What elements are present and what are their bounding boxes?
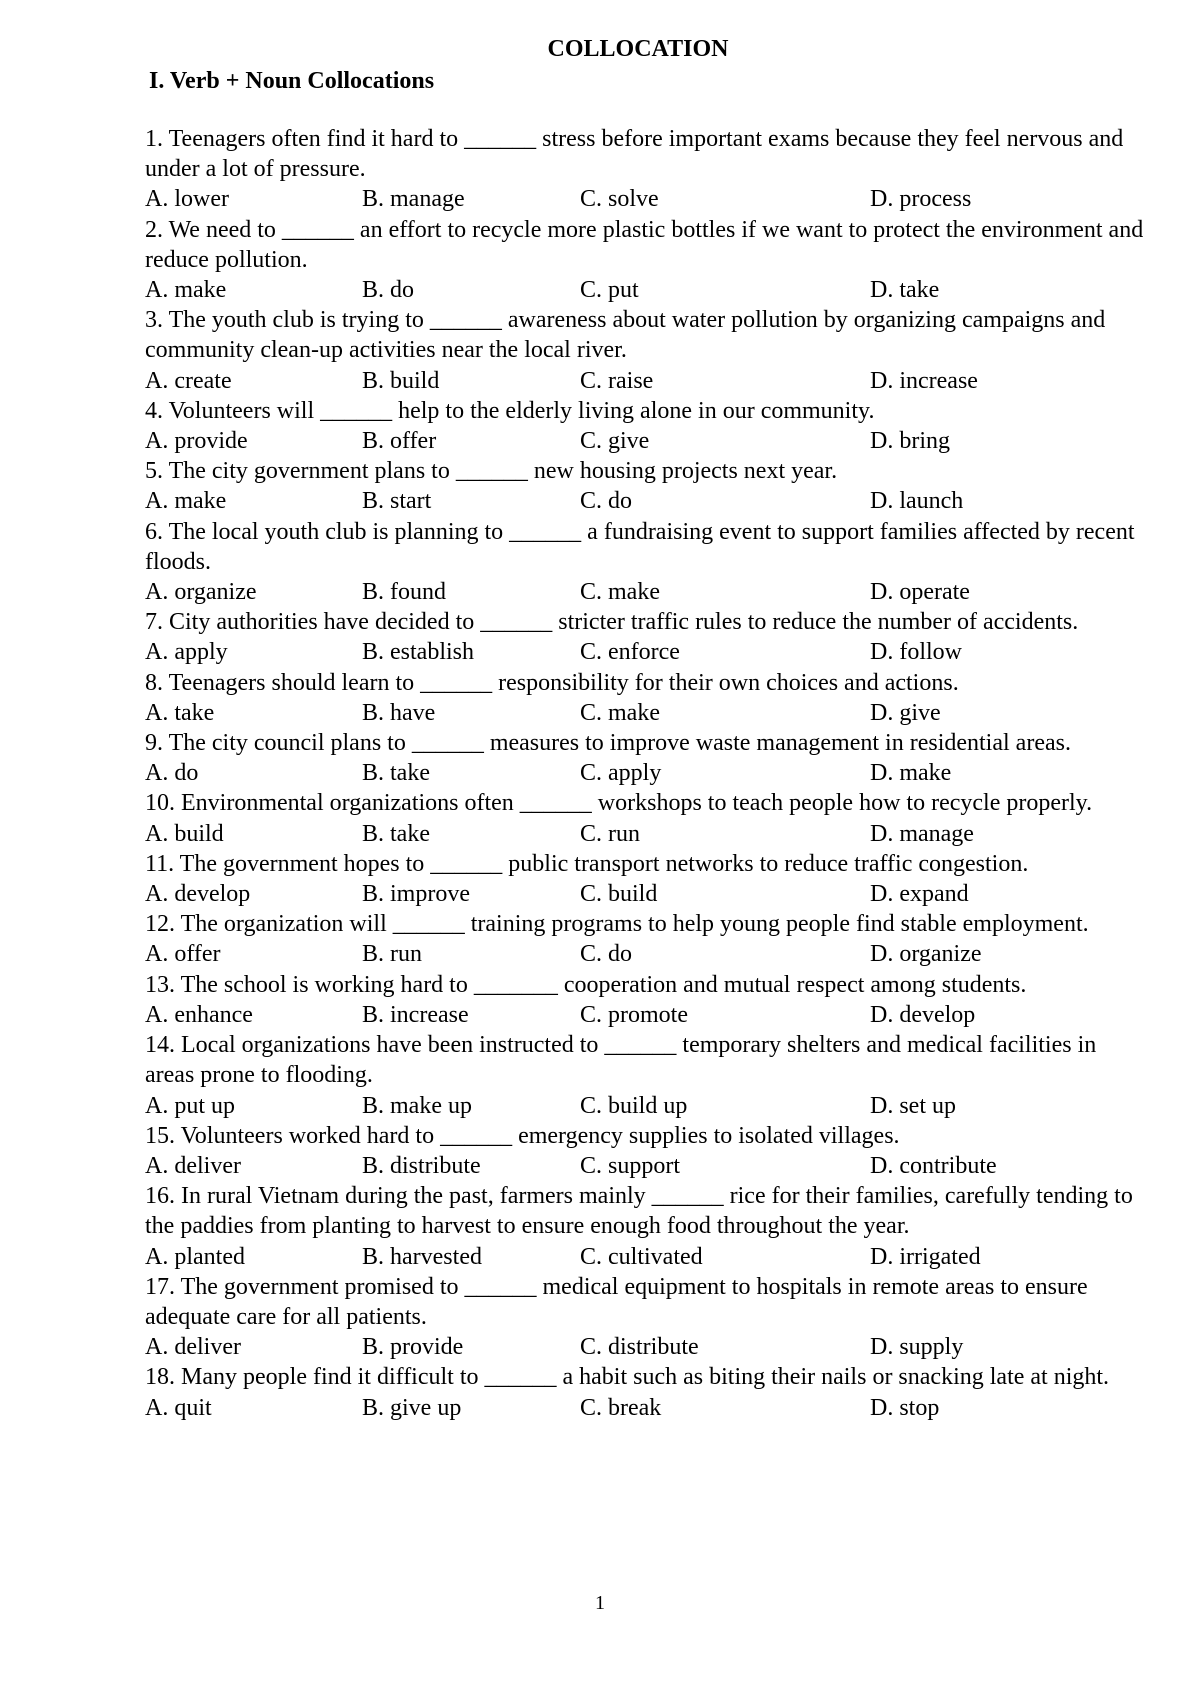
answer-option-a: A. quit — [145, 1394, 212, 1421]
answer-option-a: A. provide — [145, 428, 248, 455]
answer-option-d: D. take — [870, 277, 940, 304]
answer-option-c: C. run — [580, 820, 640, 847]
answer-option-c: C. put — [580, 277, 639, 304]
question-item — [145, 456, 1145, 516]
answer-option-a: A. take — [145, 699, 215, 726]
answer-option-b: B. take — [362, 760, 430, 787]
answer-option-a: A. organize — [145, 579, 257, 606]
question-stem: 13. The school is working hard to _______ cooperation and mutual respect among students. — [145, 971, 1027, 998]
question-stem: 2. We need to ______ an effort to recycle more plastic bottles if we want to protect the environment and reduce pollution. — [145, 216, 1144, 273]
answer-option-c: C. build — [580, 881, 658, 908]
question-item — [145, 788, 1145, 848]
answer-option-b: B. harvested — [362, 1243, 482, 1270]
answer-option-a: A. deliver — [145, 1334, 241, 1361]
answer-option-b: B. do — [362, 277, 415, 304]
answer-option-a: A. do — [145, 760, 199, 787]
answer-option-a: A. put up — [145, 1092, 235, 1119]
question-stem: 15. Volunteers worked hard to ______ emergency supplies to isolated villages. — [145, 1122, 900, 1149]
question-item — [145, 1272, 1145, 1363]
answer-option-d: D. make — [870, 760, 952, 787]
question-stem: 4. Volunteers will ______ help to the elderly living alone in our community. — [145, 397, 875, 424]
question-item — [145, 1181, 1145, 1272]
question-stem: 14. Local organizations have been instructed to ______ temporary shelters and medical facilities in areas prone to flooding. — [145, 1032, 1097, 1089]
answer-option-b: B. give up — [362, 1394, 462, 1421]
answer-option-b: B. make up — [362, 1092, 472, 1119]
answer-options — [145, 1393, 1145, 1423]
answer-option-c: C. cultivated — [580, 1243, 703, 1270]
answer-option-a: A. build — [145, 820, 224, 847]
answer-option-c: C. apply — [580, 760, 662, 787]
question-stem: 16. In rural Vietnam during the past, farmers mainly ______ rice for their families, carefully tending to the paddies from planting to harvest to ensure enough food throughout the year. — [145, 1183, 1133, 1240]
answer-option-d: D. manage — [870, 820, 974, 847]
question-list — [145, 124, 1145, 1423]
answer-option-c: C. distribute — [580, 1334, 699, 1361]
answer-options — [145, 1332, 1145, 1362]
answer-option-c: C. solve — [580, 186, 659, 213]
answer-option-c: C. enforce — [580, 639, 680, 666]
answer-option-b: B. take — [362, 820, 430, 847]
answer-option-a: A. make — [145, 488, 227, 515]
question-stem: 9. The city council plans to ______ measures to improve waste management in residential areas. — [145, 730, 1071, 757]
question-stem: 8. Teenagers should learn to ______ responsibility for their own choices and actions. — [145, 669, 959, 696]
answer-option-c: C. do — [580, 941, 633, 968]
answer-option-d: D. increase — [870, 367, 978, 394]
answer-option-a: A. planted — [145, 1243, 245, 1270]
question-item — [145, 1030, 1145, 1121]
question-item — [145, 970, 1145, 1030]
answer-option-d: D. contribute — [870, 1152, 997, 1179]
answer-option-a: A. enhance — [145, 1001, 253, 1028]
document-title: COLLOCATION — [547, 36, 729, 62]
answer-option-c: C. raise — [580, 367, 654, 394]
page-number: 1 — [595, 1592, 605, 1614]
answer-option-d: D. develop — [870, 1001, 976, 1028]
answer-option-c: C. support — [580, 1152, 681, 1179]
answer-option-b: B. have — [362, 699, 436, 726]
question-stem: 18. Many people find it difficult to ______ a habit such as biting their nails or snacking late at night. — [145, 1364, 1110, 1391]
question-item — [145, 909, 1145, 969]
answer-options — [145, 577, 1145, 607]
answer-option-b: B. offer — [362, 428, 437, 455]
answer-option-a: A. develop — [145, 881, 251, 908]
answer-option-c: C. make — [580, 579, 660, 606]
question-item — [145, 1362, 1145, 1422]
answer-option-b: B. distribute — [362, 1152, 481, 1179]
answer-option-c: C. make — [580, 699, 660, 726]
answer-option-b: B. run — [362, 941, 422, 968]
answer-option-d: D. give — [870, 699, 941, 726]
question-stem: 11. The government hopes to ______ public transport networks to reduce traffic congestion. — [145, 850, 1029, 877]
answer-options — [145, 426, 1145, 456]
question-item — [145, 668, 1145, 728]
answer-options — [145, 879, 1145, 909]
answer-option-c: C. promote — [580, 1001, 688, 1028]
answer-option-b: B. found — [362, 579, 446, 606]
answer-option-c: C. give — [580, 428, 650, 455]
answer-option-b: B. increase — [362, 1001, 469, 1028]
answer-options — [145, 1091, 1145, 1121]
answer-options — [145, 939, 1145, 969]
answer-options — [145, 486, 1145, 516]
question-item — [145, 124, 1145, 215]
answer-option-b: B. build — [362, 367, 440, 394]
answer-option-d: D. stop — [870, 1394, 940, 1421]
answer-options — [145, 366, 1145, 396]
answer-option-d: D. set up — [870, 1092, 956, 1119]
question-stem: 6. The local youth club is planning to ______ a fundraising event to support families affected by recent floods. — [145, 518, 1135, 575]
section-heading: I. Verb + Noun Collocations — [149, 68, 435, 94]
answer-option-a: A. apply — [145, 639, 228, 666]
question-stem: 10. Environmental organizations often ______ workshops to teach people how to recycle properly. — [145, 790, 1093, 817]
question-item — [145, 215, 1145, 306]
answer-option-d: D. bring — [870, 428, 950, 455]
question-stem: 1. Teenagers often find it hard to ______ stress before important exams because they feel nervous and under a lot of pressure. — [145, 126, 1124, 183]
answer-option-d: D. irrigated — [870, 1243, 981, 1270]
answer-option-a: A. offer — [145, 941, 221, 968]
answer-option-b: B. establish — [362, 639, 474, 666]
answer-option-d: D. organize — [870, 941, 982, 968]
answer-options — [145, 1000, 1145, 1030]
answer-option-b: B. start — [362, 488, 432, 515]
answer-options — [145, 698, 1145, 728]
answer-options — [145, 758, 1145, 788]
answer-option-a: A. deliver — [145, 1152, 241, 1179]
question-item — [145, 1121, 1145, 1181]
answer-option-d: D. operate — [870, 579, 970, 606]
answer-options — [145, 819, 1145, 849]
answer-options — [145, 1242, 1145, 1272]
answer-options — [145, 275, 1145, 305]
question-stem: 17. The government promised to ______ medical equipment to hospitals in remote areas to ensure adequate care for all patients. — [145, 1273, 1088, 1330]
question-stem: 3. The youth club is trying to ______ awareness about water pollution by organizing campaigns and community clean-up activities near the local river. — [145, 307, 1106, 364]
answer-option-d: D. process — [870, 186, 972, 213]
answer-option-b: B. provide — [362, 1334, 464, 1361]
answer-option-c: C. do — [580, 488, 633, 515]
question-item — [145, 728, 1145, 788]
question-stem: 7. City authorities have decided to ______ stricter traffic rules to reduce the number of accidents. — [145, 609, 1079, 636]
answer-option-a: A. make — [145, 277, 227, 304]
answer-option-d: D. expand — [870, 881, 969, 908]
answer-option-b: B. improve — [362, 881, 470, 908]
question-item — [145, 305, 1145, 396]
answer-options — [145, 184, 1145, 214]
question-item — [145, 396, 1145, 456]
question-stem: 12. The organization will ______ training programs to help young people find stable employment. — [145, 911, 1089, 938]
answer-options — [145, 1151, 1145, 1181]
answer-option-a: A. create — [145, 367, 232, 394]
answer-options — [145, 637, 1145, 667]
question-item — [145, 607, 1145, 667]
answer-option-d: D. launch — [870, 488, 964, 515]
question-item — [145, 517, 1145, 608]
answer-option-b: B. manage — [362, 186, 465, 213]
answer-option-d: D. follow — [870, 639, 962, 666]
question-stem: 5. The city government plans to ______ new housing projects next year. — [145, 458, 838, 485]
question-item — [145, 849, 1145, 909]
document-page — [145, 32, 1145, 1423]
answer-option-d: D. supply — [870, 1334, 964, 1361]
answer-option-c: C. break — [580, 1394, 662, 1421]
answer-option-c: C. build up — [580, 1092, 688, 1119]
answer-option-a: A. lower — [145, 186, 229, 213]
